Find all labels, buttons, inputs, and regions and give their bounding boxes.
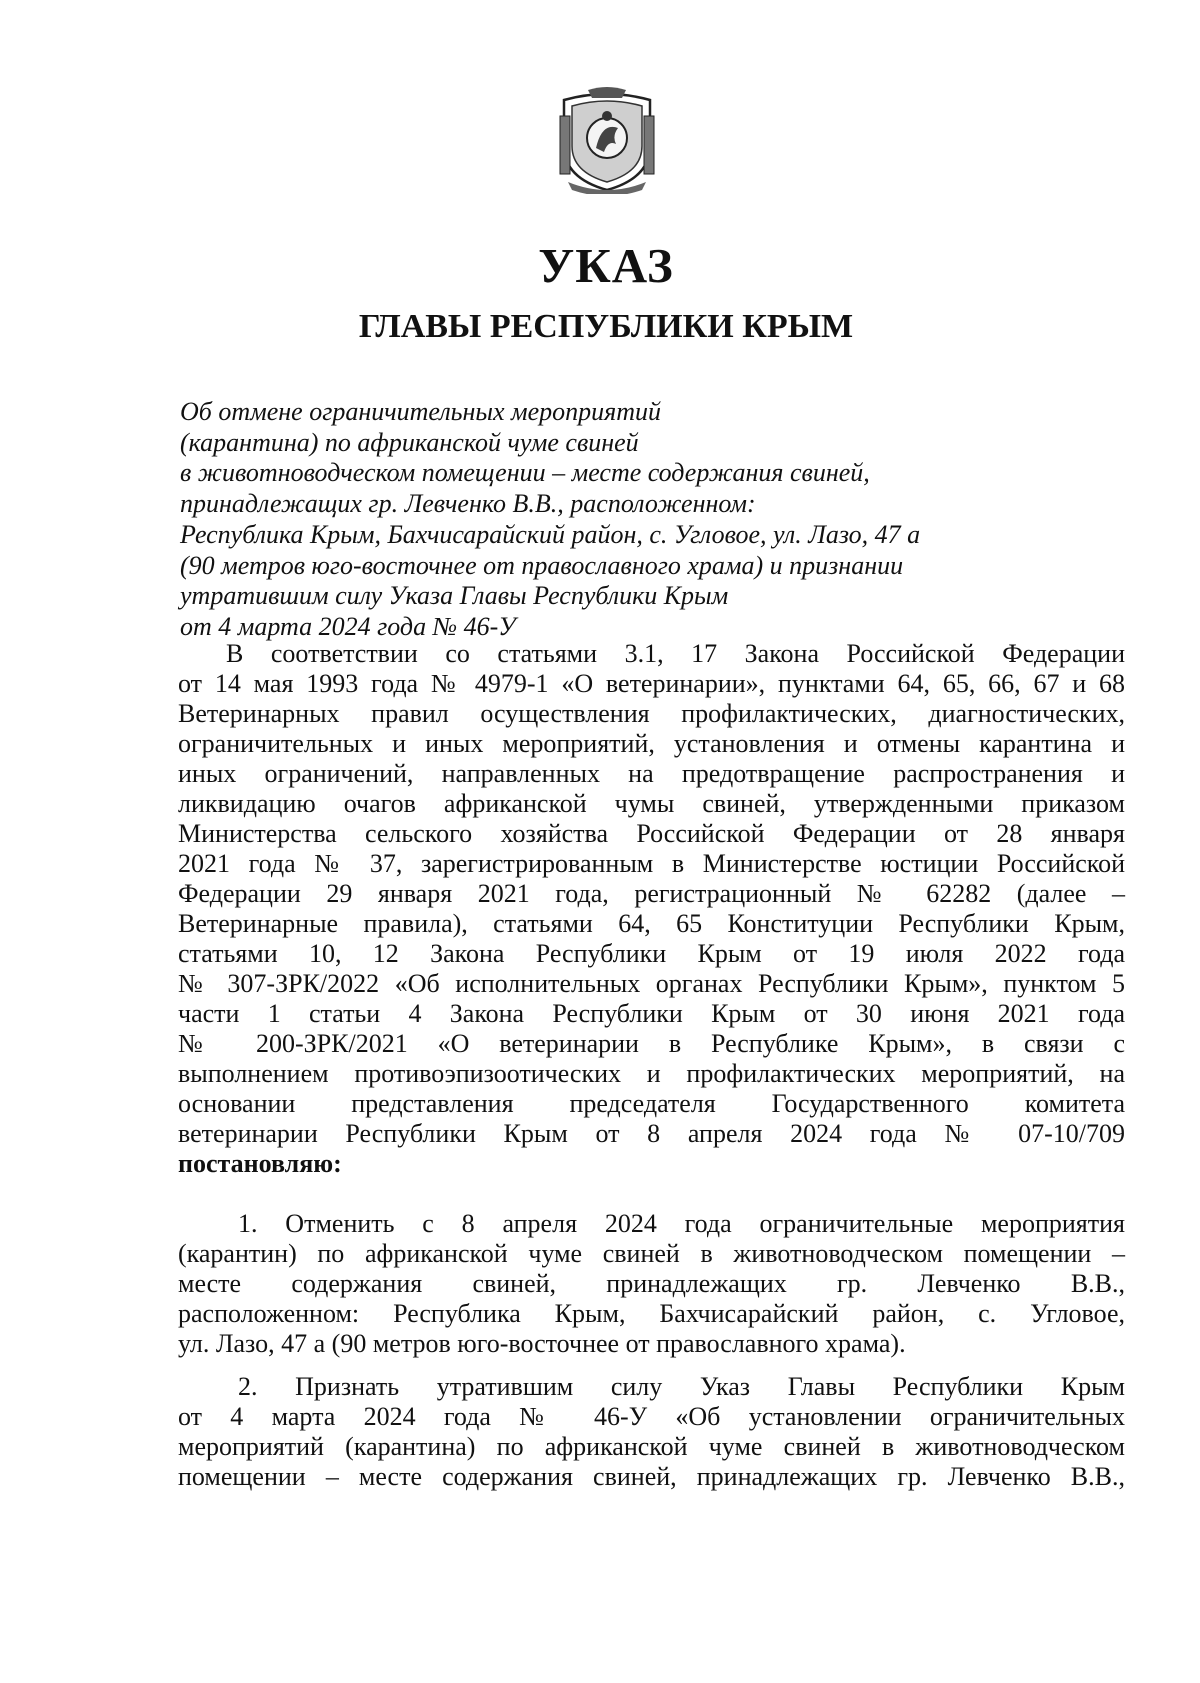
heading-line: (90 метров юго-восточнее от православного храма) и признании <box>180 550 904 580</box>
item1-line: месте содержания свиней, принадлежащих гр. Левченко В.В., <box>178 1269 1125 1298</box>
item2-line: мероприятий (карантина) по африканской чуме свиней в животноводческом <box>178 1432 1125 1461</box>
item2-line: от 4 марта 2024 года № 46-У «Об установлении ограничительных <box>178 1402 1125 1431</box>
preamble-line: статьями 10, 12 Закона Республики Крым от 19 июля 2022 года <box>178 939 1125 968</box>
heading-line: (карантина) по африканской чуме свиней <box>180 427 639 457</box>
preamble-line: ограничительных и иных мероприятий, установления и отмены карантина и <box>178 729 1125 758</box>
preamble-line: части 1 статьи 4 Закона Республики Крым от 30 июня 2021 года <box>178 999 1125 1028</box>
preamble-line: № 200-ЗРК/2021 «О ветеринарии в Республике Крым», в связи с <box>178 1029 1125 1058</box>
heading-line: от 4 марта 2024 года № 46-У <box>180 611 516 641</box>
preamble-line: Ветеринарные правила), статьями 64, 65 Конституции Республики Крым, <box>178 909 1125 938</box>
item1-line: (карантин) по африканской чуме свиней в животноводческом помещении – <box>178 1239 1125 1268</box>
preamble-line: Ветеринарных правил осуществления профилактических, диагностических, <box>178 699 1125 728</box>
preamble-line: ликвидацию очагов африканской чумы свиней, утвержденными приказом <box>178 789 1125 818</box>
item2-line: 2. Признать утратившим силу Указ Главы Республики Крым <box>238 1372 1125 1401</box>
item1-line: расположенном: Республика Крым, Бахчисарайский район, с. Угловое, <box>178 1299 1125 1328</box>
heading-line: Республика Крым, Бахчисарайский район, с. Угловое, ул. Лазо, 47 а <box>180 519 921 549</box>
preamble-line: 2021 года № 37, зарегистрированным в Министерстве юстиции Российской <box>178 849 1125 878</box>
heading-line: Об отмене ограничительных мероприятий <box>180 397 662 426</box>
resolve-word: постановляю: <box>178 1149 342 1178</box>
preamble-line: основании представления председателя Государственного комитета <box>178 1089 1125 1118</box>
item1-line: ул. Лазо, 47 а (90 метров юго-восточнее от православного храма). <box>178 1329 906 1358</box>
preamble-line: ветеринарии Республики Крым от 8 апреля 2024 года № 07-10/709 <box>178 1119 1125 1148</box>
document-title: УКАЗ <box>538 238 674 293</box>
heading-line: утратившим силу Указа Главы Республики Крым <box>180 581 729 611</box>
preamble-line: Министерства сельского хозяйства Российской Федерации от 28 января <box>178 819 1125 848</box>
preamble-line: В соответствии со статьями 3.1, 17 Закона Российской Федерации <box>226 639 1125 668</box>
preamble-line: № 307-ЗРК/2022 «Об исполнительных органах Республики Крым», пунктом 5 <box>178 969 1125 998</box>
heading-line: в животноводческом помещении – месте содержания свиней, <box>180 458 870 488</box>
preamble-line: от 14 мая 1993 года № 4979-1 «О ветеринарии», пунктами 64, 65, 66, 67 и 68 <box>178 669 1125 698</box>
preamble-line: иных ограничений, направленных на предотвращение распространения и <box>178 759 1125 788</box>
preamble-line: Федерации 29 января 2021 года, регистрационный № 62282 (далее – <box>178 879 1125 908</box>
preamble-line: выполнением противоэпизоотических и профилактических мероприятий, на <box>178 1059 1125 1088</box>
crimea-coat-of-arms-emblem <box>558 86 656 194</box>
item2-line: помещении – месте содержания свиней, принадлежащих гр. Левченко В.В., <box>178 1462 1125 1491</box>
document-subtitle: ГЛАВЫ РЕСПУБЛИКИ КРЫМ <box>358 308 854 345</box>
item1-line: 1. Отменить с 8 апреля 2024 года ограничительные мероприятия <box>238 1209 1125 1238</box>
document-heading <box>180 397 1080 643</box>
heading-line: принадлежащих гр. Левченко В.В., расположенном: <box>180 489 756 519</box>
